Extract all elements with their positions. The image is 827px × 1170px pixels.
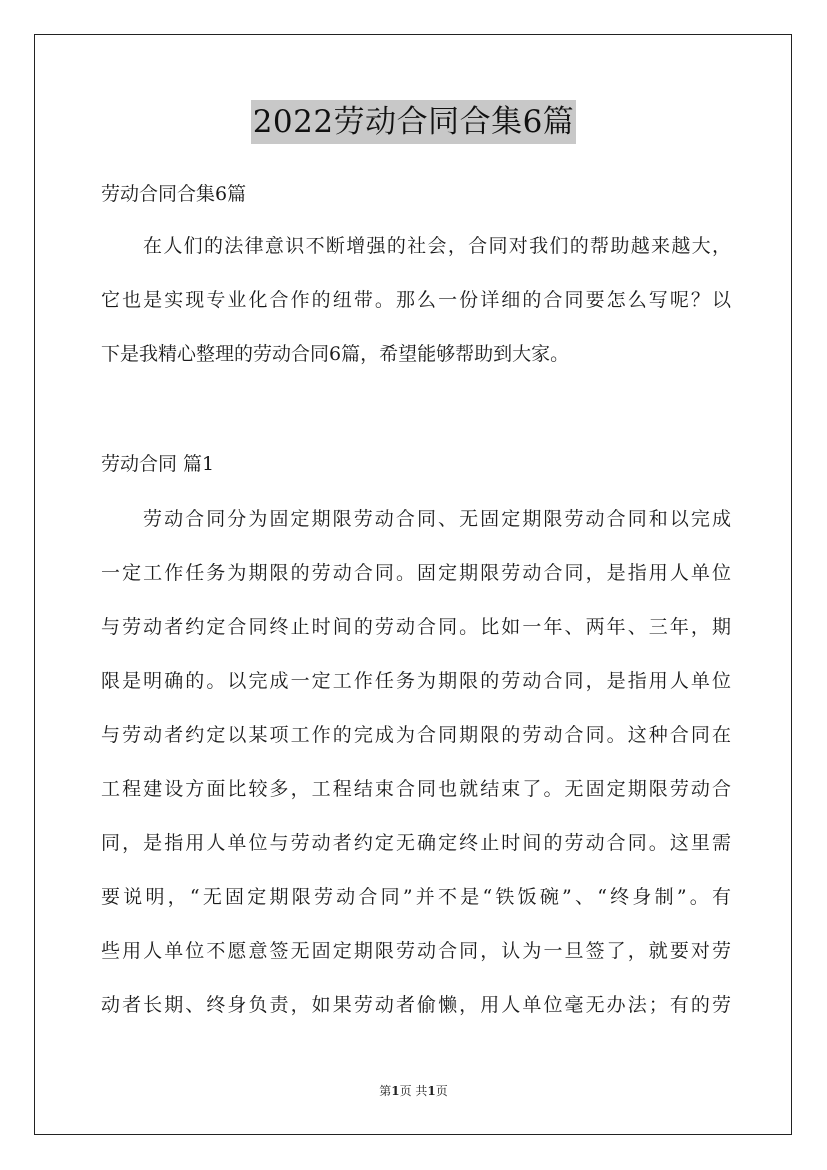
body-line: 劳动合同分为固定期限劳动合同、无固定期限劳动合同和以完成	[143, 508, 731, 530]
body-line: 工程建设方面比较多，工程结束合同也就结束了。无固定期限劳动合	[101, 778, 731, 800]
body-line: 与劳动者约定以某项工作的完成为合同期限的劳动合同。这种合同在	[101, 724, 731, 746]
page-prefix: 第	[379, 1084, 392, 1098]
body-line: 些用人单位不愿意签无固定期限劳动合同，认为一旦签了，就要对劳	[101, 940, 731, 962]
total-page-number: 1	[427, 1084, 436, 1098]
intro-paragraph	[101, 232, 731, 372]
body-line: 限是明确的。以完成一定工作任务为期限的劳动合同，是指用人单位	[101, 670, 731, 692]
body-line: 同，是指用人单位与劳动者约定无确定终止时间的劳动合同。这里需	[101, 832, 731, 854]
current-page-number: 1	[391, 1084, 400, 1098]
intro-line: 下是我精心整理的劳动合同6篇，希望能够帮助到大家。	[101, 343, 570, 365]
body-line: 动者长期、终身负责，如果劳动者偷懒，用人单位毫无办法；有的劳	[101, 994, 731, 1016]
title-container	[0, 100, 827, 144]
section1-paragraph	[101, 505, 731, 1025]
intro-line: 它也是实现专业化合作的纽带。那么一份详细的合同要怎么写呢？以	[101, 289, 731, 311]
section-heading: 劳动合同 篇1	[101, 453, 215, 475]
body-line: 要说明，“无固定期限劳动合同”并不是“铁饭碗”、“终身制”。有	[101, 886, 731, 908]
document-subtitle: 劳动合同合集6篇	[101, 183, 247, 205]
body-line: 与劳动者约定合同终止时间的劳动合同。比如一年、两年、三年，期	[101, 616, 731, 638]
document-title: 2022劳动合同合集6篇	[251, 100, 577, 144]
intro-line: 在人们的法律意识不断增强的社会，合同对我们的帮助越来越大，	[143, 235, 731, 257]
page-mid: 页 共	[399, 1084, 428, 1098]
page-suffix: 页	[435, 1084, 448, 1098]
body-line: 一定工作任务为期限的劳动合同。固定期限劳动合同，是指用人单位	[101, 562, 731, 584]
page-footer	[0, 1083, 827, 1099]
